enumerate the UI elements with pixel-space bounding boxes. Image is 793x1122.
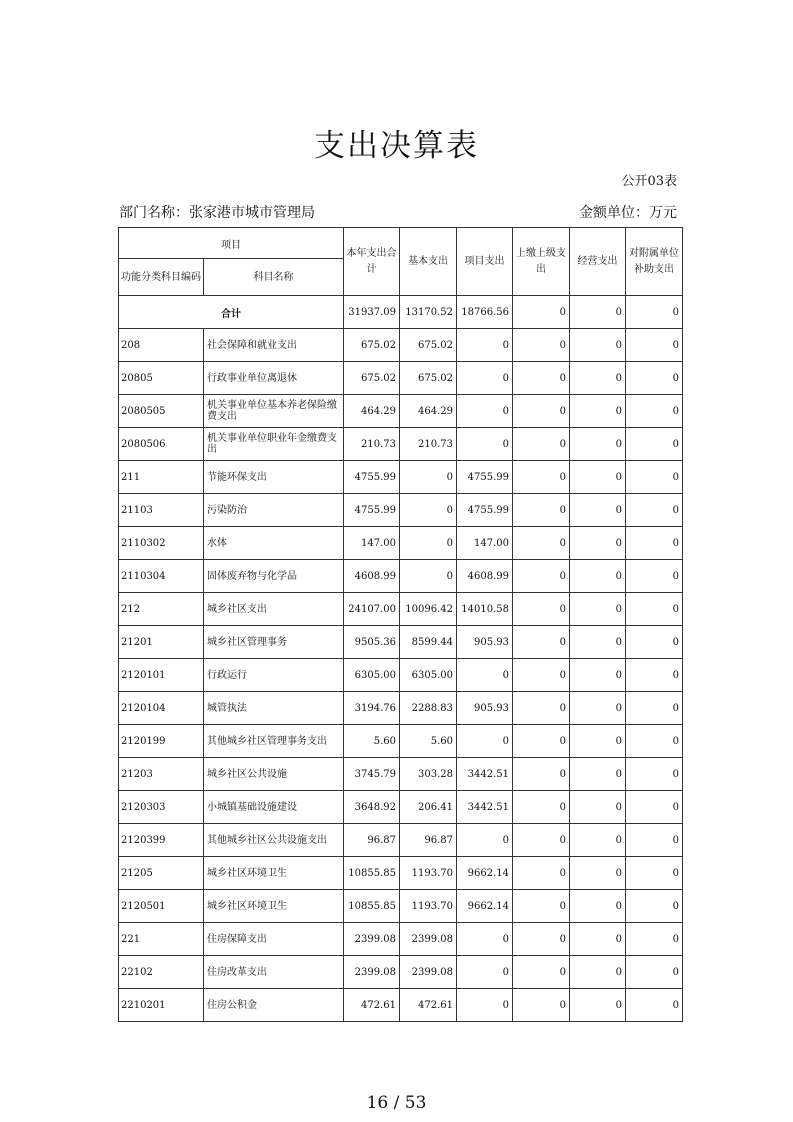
header-col-operating: 经营支出 [570, 228, 626, 296]
amount-cell: 0 [513, 362, 570, 395]
subject-name-cell: 城乡社区公共设施 [204, 758, 344, 791]
func-code-cell: 20805 [119, 362, 204, 395]
amount-cell: 905.93 [457, 626, 513, 659]
amount-cell: 10855.85 [344, 890, 400, 923]
amount-cell: 0 [626, 989, 683, 1022]
amount-cell: 4755.99 [457, 461, 513, 494]
table-row [119, 395, 683, 428]
table-row [119, 923, 683, 956]
amount-cell: 0 [626, 956, 683, 989]
table-row [119, 824, 683, 857]
amount-cell: 0 [513, 956, 570, 989]
subject-name-cell: 污染防治 [204, 494, 344, 527]
amount-cell: 0 [570, 593, 626, 626]
form-code: 公开03表 [621, 174, 677, 189]
subject-name-cell: 城管执法 [204, 692, 344, 725]
amount-cell: 5.60 [400, 725, 457, 758]
page-title: 支出决算表 [314, 128, 479, 164]
func-code-cell: 21103 [119, 494, 204, 527]
total-row [119, 296, 683, 329]
amount-cell: 0 [626, 659, 683, 692]
amount-cell: 0 [626, 791, 683, 824]
amount-cell: 4608.99 [457, 560, 513, 593]
amount-cell: 0 [513, 923, 570, 956]
amount-cell: 4755.99 [457, 494, 513, 527]
table-row [119, 329, 683, 362]
amount-unit: 金额单位：万元 [579, 205, 677, 221]
total-value: 0 [570, 296, 626, 329]
amount-cell: 0 [570, 527, 626, 560]
amount-cell: 0 [513, 692, 570, 725]
amount-cell: 0 [570, 395, 626, 428]
amount-cell: 4755.99 [344, 494, 400, 527]
amount-cell: 4608.99 [344, 560, 400, 593]
amount-cell: 0 [626, 527, 683, 560]
amount-cell: 0 [513, 593, 570, 626]
amount-cell: 0 [570, 659, 626, 692]
amount-cell: 0 [626, 824, 683, 857]
amount-cell: 0 [513, 725, 570, 758]
func-code-cell: 212 [119, 593, 204, 626]
amount-cell: 2399.08 [344, 956, 400, 989]
amount-cell: 0 [626, 494, 683, 527]
amount-cell: 0 [626, 461, 683, 494]
amount-cell: 0 [570, 989, 626, 1022]
func-code-cell: 2120101 [119, 659, 204, 692]
func-code-cell: 21205 [119, 857, 204, 890]
amount-cell: 210.73 [344, 428, 400, 461]
amount-cell: 96.87 [400, 824, 457, 857]
table-row [119, 989, 683, 1022]
func-code-cell: 2210201 [119, 989, 204, 1022]
subject-name-cell: 住房公积金 [204, 989, 344, 1022]
amount-cell: 0 [626, 923, 683, 956]
subject-name-cell: 行政运行 [204, 659, 344, 692]
amount-cell: 0 [570, 791, 626, 824]
subject-name-cell: 小城镇基础设施建设 [204, 791, 344, 824]
amount-cell: 0 [400, 527, 457, 560]
amount-cell: 0 [570, 923, 626, 956]
amount-cell: 10855.85 [344, 857, 400, 890]
amount-cell: 0 [570, 428, 626, 461]
total-value: 0 [626, 296, 683, 329]
amount-cell: 0 [457, 725, 513, 758]
amount-cell: 1193.70 [400, 857, 457, 890]
amount-cell: 0 [570, 461, 626, 494]
amount-cell: 0 [457, 989, 513, 1022]
amount-cell: 675.02 [400, 362, 457, 395]
amount-cell: 0 [570, 494, 626, 527]
amount-cell: 0 [570, 824, 626, 857]
amount-cell: 0 [513, 626, 570, 659]
table-row [119, 791, 683, 824]
subject-name-cell: 其他城乡社区管理事务支出 [204, 725, 344, 758]
amount-cell: 147.00 [457, 527, 513, 560]
subject-name-cell: 机关事业单位职业年金缴费支出 [204, 428, 344, 461]
func-code-cell: 2120501 [119, 890, 204, 923]
amount-cell: 0 [457, 659, 513, 692]
amount-cell: 5.60 [344, 725, 400, 758]
amount-cell: 0 [626, 725, 683, 758]
amount-cell: 0 [513, 890, 570, 923]
amount-cell: 14010.58 [457, 593, 513, 626]
amount-cell: 9662.14 [457, 890, 513, 923]
amount-cell: 4755.99 [344, 461, 400, 494]
amount-cell: 0 [626, 626, 683, 659]
amount-cell: 0 [570, 626, 626, 659]
amount-cell: 0 [513, 527, 570, 560]
amount-cell: 2399.08 [344, 923, 400, 956]
header-col-project: 项目支出 [457, 228, 513, 296]
amount-cell: 0 [626, 758, 683, 791]
table-row [119, 626, 683, 659]
amount-cell: 0 [513, 329, 570, 362]
table-row [119, 494, 683, 527]
amount-cell: 0 [570, 758, 626, 791]
amount-cell: 0 [570, 857, 626, 890]
amount-cell: 675.02 [344, 362, 400, 395]
amount-cell: 9662.14 [457, 857, 513, 890]
func-code-cell: 2080506 [119, 428, 204, 461]
amount-cell: 0 [513, 824, 570, 857]
amount-cell: 0 [513, 989, 570, 1022]
table-row [119, 659, 683, 692]
amount-cell: 464.29 [344, 395, 400, 428]
header-col-basic: 基本支出 [400, 228, 457, 296]
func-code-cell: 211 [119, 461, 204, 494]
amount-cell: 0 [513, 758, 570, 791]
amount-cell: 6305.00 [344, 659, 400, 692]
amount-cell: 0 [513, 461, 570, 494]
table-row [119, 692, 683, 725]
subject-name-cell: 城乡社区支出 [204, 593, 344, 626]
amount-cell: 96.87 [344, 824, 400, 857]
subject-name-cell: 住房改革支出 [204, 956, 344, 989]
func-code-cell: 22102 [119, 956, 204, 989]
amount-cell: 8599.44 [400, 626, 457, 659]
amount-cell: 0 [626, 593, 683, 626]
amount-cell: 0 [626, 692, 683, 725]
amount-cell: 0 [570, 329, 626, 362]
amount-cell: 675.02 [344, 329, 400, 362]
amount-cell: 0 [626, 857, 683, 890]
total-value: 0 [513, 296, 570, 329]
amount-cell: 3648.92 [344, 791, 400, 824]
subject-name-cell: 社会保障和就业支出 [204, 329, 344, 362]
expenditure-table [118, 227, 683, 1022]
table-row [119, 527, 683, 560]
subject-name-cell: 机关事业单位基本养老保险缴费支出 [204, 395, 344, 428]
func-code-cell: 2120399 [119, 824, 204, 857]
func-code-cell: 221 [119, 923, 204, 956]
amount-cell: 905.93 [457, 692, 513, 725]
table-row [119, 857, 683, 890]
header-subject-name: 科目名称 [204, 259, 344, 296]
table-row [119, 890, 683, 923]
amount-cell: 472.61 [400, 989, 457, 1022]
page-indicator: 16 / 53 [366, 1093, 427, 1113]
func-code-cell: 2120303 [119, 791, 204, 824]
header-func-code: 功能分类科目编码 [119, 259, 204, 296]
amount-cell: 472.61 [344, 989, 400, 1022]
func-code-cell: 208 [119, 329, 204, 362]
amount-cell: 0 [570, 692, 626, 725]
amount-cell: 6305.00 [400, 659, 457, 692]
amount-cell: 0 [513, 395, 570, 428]
subject-name-cell: 城乡社区环境卫生 [204, 857, 344, 890]
subject-name-cell: 固体废弃物与化学品 [204, 560, 344, 593]
amount-cell: 3442.51 [457, 758, 513, 791]
amount-cell: 0 [457, 329, 513, 362]
amount-cell: 0 [513, 659, 570, 692]
table-row [119, 758, 683, 791]
table-row [119, 956, 683, 989]
total-value: 18766.56 [457, 296, 513, 329]
department-name: 部门名称：张家港市城市管理局 [119, 205, 315, 221]
amount-cell: 3194.76 [344, 692, 400, 725]
amount-cell: 0 [513, 428, 570, 461]
table-row [119, 428, 683, 461]
func-code-cell: 2120199 [119, 725, 204, 758]
amount-cell: 0 [626, 395, 683, 428]
amount-cell: 210.73 [400, 428, 457, 461]
subject-name-cell: 节能环保支出 [204, 461, 344, 494]
amount-cell: 24107.00 [344, 593, 400, 626]
amount-cell: 0 [457, 362, 513, 395]
amount-cell: 0 [457, 923, 513, 956]
amount-cell: 2399.08 [400, 923, 457, 956]
amount-cell: 0 [626, 362, 683, 395]
amount-cell: 0 [513, 857, 570, 890]
table-row [119, 461, 683, 494]
total-value: 31937.09 [344, 296, 400, 329]
func-code-cell: 2110302 [119, 527, 204, 560]
amount-cell: 9505.36 [344, 626, 400, 659]
amount-cell: 1193.70 [400, 890, 457, 923]
table-row [119, 725, 683, 758]
amount-cell: 0 [457, 824, 513, 857]
header-col-upper: 上缴上级支出 [513, 228, 570, 296]
amount-cell: 0 [626, 560, 683, 593]
subject-name-cell: 行政事业单位离退休 [204, 362, 344, 395]
total-value: 13170.52 [400, 296, 457, 329]
amount-cell: 0 [457, 428, 513, 461]
header-item: 项目 [119, 228, 344, 259]
amount-cell: 2399.08 [400, 956, 457, 989]
func-code-cell: 2080505 [119, 395, 204, 428]
table-row [119, 593, 683, 626]
subject-name-cell: 城乡社区管理事务 [204, 626, 344, 659]
header-col-subsidy: 对附属单位补助支出 [626, 228, 683, 296]
amount-cell: 0 [400, 494, 457, 527]
amount-cell: 0 [513, 791, 570, 824]
func-code-cell: 21201 [119, 626, 204, 659]
subject-name-cell: 水体 [204, 527, 344, 560]
subject-name-cell: 其他城乡社区公共设施支出 [204, 824, 344, 857]
amount-cell: 0 [400, 560, 457, 593]
func-code-cell: 2120104 [119, 692, 204, 725]
amount-cell: 0 [626, 890, 683, 923]
amount-cell: 0 [570, 890, 626, 923]
subject-name-cell: 住房保障支出 [204, 923, 344, 956]
amount-cell: 0 [626, 329, 683, 362]
amount-cell: 10096.42 [400, 593, 457, 626]
func-code-cell: 21203 [119, 758, 204, 791]
amount-cell: 0 [570, 560, 626, 593]
amount-cell: 3745.79 [344, 758, 400, 791]
header-col-total: 本年支出合计 [344, 228, 400, 296]
amount-cell: 2288.83 [400, 692, 457, 725]
table-row [119, 362, 683, 395]
amount-cell: 3442.51 [457, 791, 513, 824]
amount-cell: 303.28 [400, 758, 457, 791]
amount-cell: 0 [400, 461, 457, 494]
func-code-cell: 2110304 [119, 560, 204, 593]
amount-cell: 464.29 [400, 395, 457, 428]
total-label: 合计 [119, 296, 344, 329]
amount-cell: 147.00 [344, 527, 400, 560]
amount-cell: 0 [570, 362, 626, 395]
table-row [119, 560, 683, 593]
amount-cell: 0 [513, 494, 570, 527]
amount-cell: 0 [626, 428, 683, 461]
amount-cell: 0 [570, 725, 626, 758]
amount-cell: 206.41 [400, 791, 457, 824]
amount-cell: 675.02 [400, 329, 457, 362]
amount-cell: 0 [457, 395, 513, 428]
amount-cell: 0 [457, 956, 513, 989]
amount-cell: 0 [570, 956, 626, 989]
subject-name-cell: 城乡社区环境卫生 [204, 890, 344, 923]
amount-cell: 0 [513, 560, 570, 593]
